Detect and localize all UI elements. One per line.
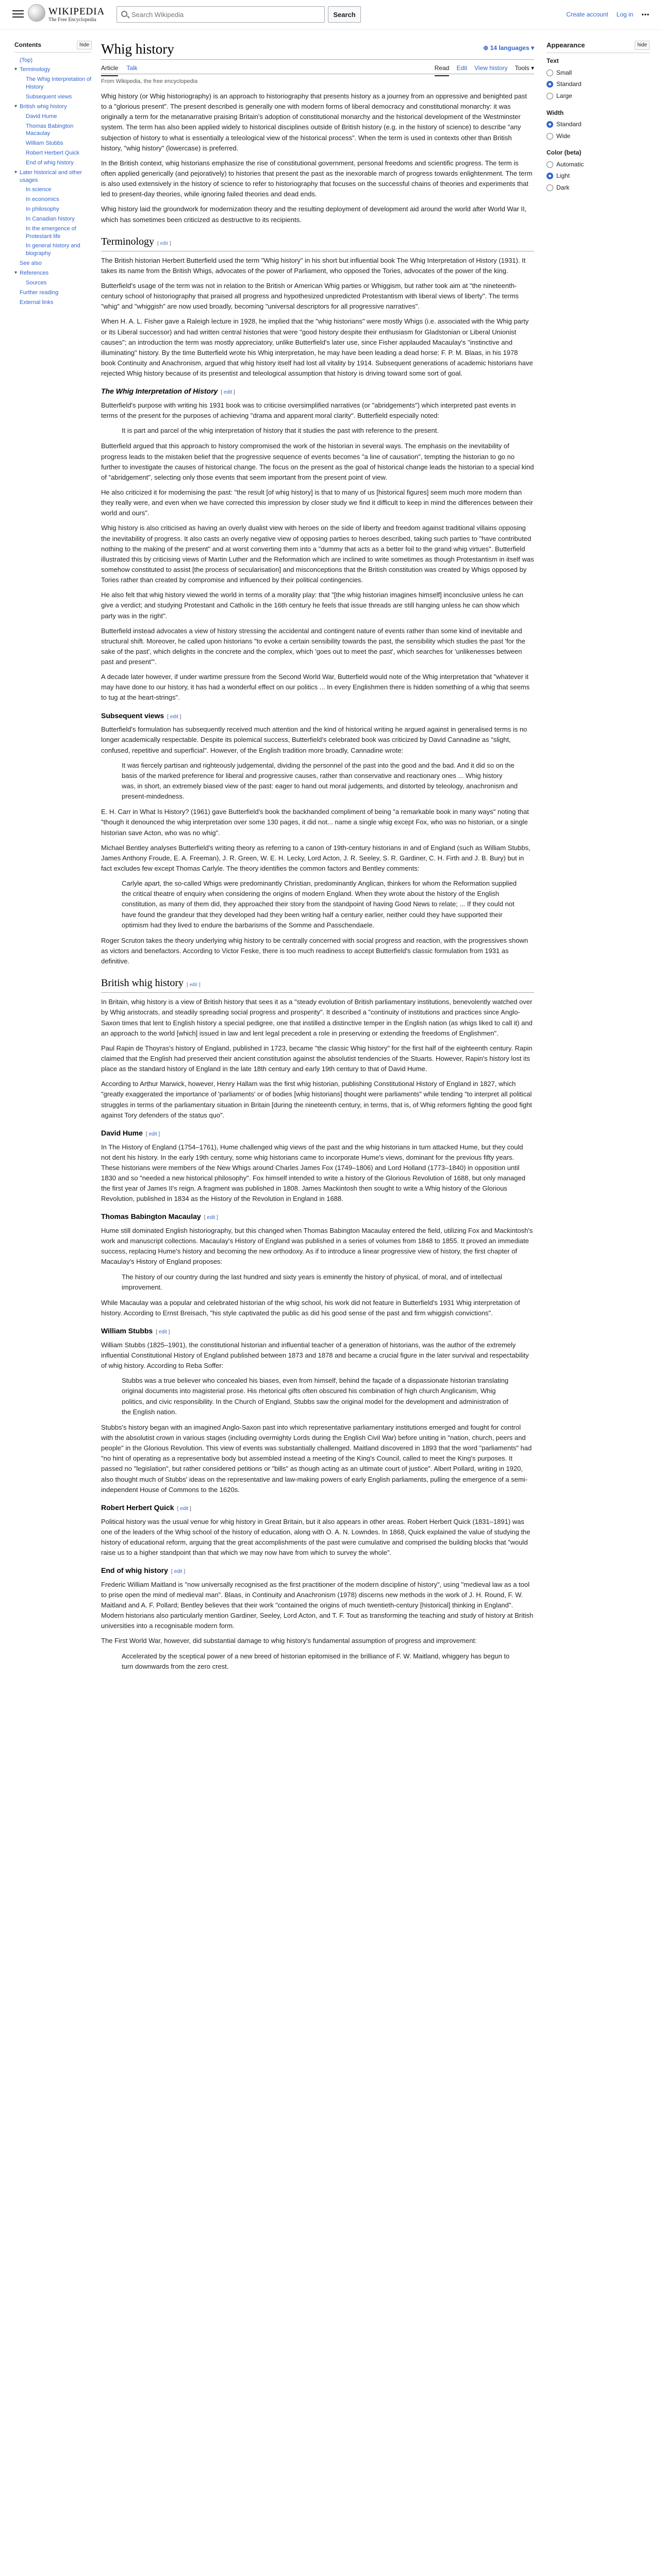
page-tabs (101, 60, 534, 74)
edit-link[interactable]: [ edit ] (221, 389, 235, 396)
edit-link-text[interactable]: edit (158, 1329, 167, 1335)
heading-macaulay (101, 1211, 534, 1223)
text-option[interactable] (547, 68, 650, 78)
paragraph: While Macaulay was a popular and celebrated historian of the whig school, his work did not feature in Butterfield's 1931 Whig interpretation of history. According to Ernst Breisach, "his style captivated the public as did his good sense of the past and firm whiggish convictions". (101, 1298, 520, 1317)
paragraph: In the British context, whig historians emphasize the rise of constitutional government, personal freedoms and scientific progress. The term is often applied generically (and pejoratively) to histories that present the past as the inexorable march of progress towards enlightenment. The term is also used extensively in the history of science to refer to historiography that focuses on the successful chains of theories and experiments that led to present-day theories, while ignoring failed theories and dead ends. (101, 159, 533, 198)
radio-button[interactable] (547, 161, 553, 168)
wikipedia-logo[interactable] (28, 4, 45, 22)
edit-link-text[interactable]: edit (223, 389, 233, 396)
toc-item[interactable]: Further reading (20, 289, 59, 296)
toc-item[interactable]: ▾ Later historical and other usages (14, 168, 92, 185)
quote-end: Accelerated by the sceptical power of a new breed of historian epitomised in the brilliance of F. W. Maitland, whiggery has begun to turn downwards from the zero crest. (122, 1652, 510, 1670)
paragraph: He also felt that whig history viewed the world in terms of a morality play: that "[the whig historian imagines himself] inconclusive unless he can give a verdict; and studying Protestant and Catholic in the 16th century he feels that issue threads are still hanging unless he can show which party was in the right". (101, 591, 523, 620)
logo-wordmark[interactable]: WIKIPEDIA (48, 6, 105, 17)
paragraph: Whig history is also criticised as having an overly dualist view with heroes on the side of liberty and freedom against traditional villains opposing the inevitability of progress. It also casts an overly negative view of opposing parties to heroes described, taking such parties to "have contributed nothing to the making of the present" and at worst converting them into a "dummy that acts as a better foil to the grand whig virtues". Butterfield illustrated this by criticising views of Martin Luther and the Reformation which are inclined to write sometimes as though Protestantism in itself was somehow constituted to assist [the process of secularisation] and misconceptions that the British constitution was created by Whigs opposed by Tories rather than created by compromise and influenced by their political contingencies. (101, 524, 534, 584)
radio-button[interactable] (547, 93, 553, 99)
appearance-hide-button[interactable]: hide (635, 41, 650, 50)
table-of-contents (14, 40, 92, 307)
edit-link-text[interactable]: edit (180, 1505, 189, 1512)
edit-link[interactable]: [ edit ] (187, 982, 201, 988)
personal-tools (566, 10, 650, 20)
edit-link[interactable]: [ edit ] (171, 1569, 186, 1575)
radio-label: Standard (556, 80, 582, 88)
tab-tools[interactable]: Tools ▾ (515, 64, 534, 72)
heading-terminology-text: Terminology (101, 235, 155, 247)
color-option[interactable] (547, 160, 650, 170)
article-main (101, 40, 534, 1677)
hume-body (101, 1142, 534, 1205)
width-options (547, 120, 650, 141)
search-button[interactable]: Search (328, 6, 361, 23)
paragraph: Butterfield's purpose with writing his 1931 book was to criticise oversimplified narratives (or "abridgements") which interpreted past events in terms of the present for the purposes of achieving "drama and apparent moral clarity". Butterfield especially noted: (101, 401, 516, 420)
paragraph: In The History of England (1754–1761), Hume challenged whig views of the past and the whig historians in turn attacked Hume, but they could not dent his history. In the early 19th century, some whig historians came to incorporate Hume's views, dominant for the previous fifty years. These historians were members of the New Whigs around Charles James Fox (1749–1806) and Lord Holland (1773–1840) in opposition until 1830 and so "needed a new historical philosophy". Fox himself intended to write a history of the Glorious Revolution of 1688, but only managed the first year of James II's reign. A fragment was published in 1808. James Mackintosh then sought to write a Whig history of the Glorious Revolution, published in 1834 as the History of the Revolution in England in 1688. (101, 1143, 525, 1203)
radio-label: Automatic (556, 160, 584, 168)
heading-end-text: End of whig history (101, 1566, 168, 1575)
more-options-icon[interactable]: ••• (641, 11, 650, 18)
heading-hume-text: David Hume (101, 1128, 143, 1137)
paragraph: William Stubbs (1825–1901), the constitutional historian and influential teacher of a generation of historians, was the author of the extremely influential Constitutional History of England published between 1873 and 1878 and became a crucial figure in the later survival and respectability of whig history. According to Reba Soffer: (101, 1341, 529, 1370)
text-option[interactable] (547, 79, 650, 89)
heading-whig-interpretation-text: The Whig Interpretation of History (101, 387, 218, 396)
color-option[interactable] (547, 183, 650, 193)
whig-interp-body-2 (101, 441, 534, 703)
paragraph: When H. A. L. Fisher gave a Raleigh lecture in 1928, he implied that the "whig historians" were mostly Whigs (i.e. associated with the Whig party or its Liberal successor) and had written central histories that were "good history despite their enthusiasm for Gladstonian or Liberal Unionist causes"; an introduction the term was mostly appreciatory, unlike Butterfield's later use, since Fisher applauded Macaulay's "instinctive and illuminating" history. By the time Butterfield wrote his Whig interpretation, he may have been leading a dead horse: F. P. M. Blaas, in his 1978 book Continuity and Anachronism, argued that whig history itself had lost all vitality by 1914. Subsequent generations of academic historians have rejected Whig history because of its presentist and teleological assumption that history is driving toward some sort of goal. (101, 317, 533, 378)
paragraph: Michael Bentley analyses Butterfield's writing theory as referring to a canon of 19th-century historians in and of England (such as William Stubbs, James Anthony Froude, E. A. Freeman), J. R. Green, W. E. H. Lecky, Lord Acton, J. R. Seeley, S. R. Gardiner, C. H. Firth and J. B. Bury) but in fact excludes few except Thomas Carlyle. The theory identifies the common factors and Bentley comments: (101, 843, 531, 872)
title-row (101, 40, 534, 60)
heading-end-of-whig-history (101, 1565, 534, 1577)
tab-article[interactable]: Article (101, 63, 118, 76)
heading-robert-herbert-quick (101, 1502, 534, 1514)
whig-interp-body (101, 400, 534, 421)
heading-david-hume (101, 1128, 534, 1139)
text-size-group (547, 56, 650, 100)
toc-item[interactable]: Robert Herbert Quick (26, 150, 79, 157)
quote-butterfield: It is part and parcel of the whig interpretation of history that it studies the past with reference to the present. (122, 427, 439, 435)
radio-button[interactable] (547, 121, 553, 128)
subsequent-body-3 (101, 936, 534, 967)
color-option[interactable] (547, 171, 650, 181)
toc-item[interactable]: (Top) (20, 57, 33, 63)
toc-item[interactable]: William Stubbs (26, 140, 63, 147)
macaulay-body-2 (101, 1298, 534, 1318)
edit-link[interactable]: [ edit ] (204, 1215, 218, 1221)
paragraph: In Britain, whig history is a view of British history that sees it as a "steady evolution of British parliamentary institutions, benevolently watched over by Whig aristocrats, and steadily spreading social progress and prosperity". It described a "continuity of institutions and practices since Anglo-Saxon times that lent to English history a special pedigree, one that instilled a distinctive temper in the English nation (as whigs liked to call it) and an approach to the world [which] issued in law and lent legal precedent a role in preserving or extending the freedoms of Englishmen". (101, 998, 533, 1037)
toc-item[interactable]: In science (26, 187, 52, 193)
radio-button[interactable] (547, 70, 553, 76)
heading-whig-interpretation (101, 386, 534, 397)
toc-item[interactable]: In philosophy (26, 206, 59, 213)
search-icon (121, 11, 127, 17)
toc-list (14, 56, 92, 308)
create-account-link[interactable]: Create account (566, 11, 608, 18)
quote-macaulay: The history of our country during the last hundred and sixty years is eminently the history of physical, of moral, and of intellectual improvement. (122, 1273, 502, 1291)
edit-link[interactable]: [ edit ] (177, 1505, 191, 1512)
appearance-title: Appearance (547, 41, 585, 49)
toc-item[interactable]: ▾ References (14, 268, 92, 278)
heading-subsequent-views (101, 710, 534, 722)
terminology-body (101, 256, 534, 379)
text-size-options (547, 68, 650, 101)
edit-link-text[interactable]: edit (148, 1131, 157, 1137)
paragraph: Butterfield instead advocates a view of history stressing the accidental and contingent nature of events rather than some kind of inevitable and structural shift. Moreover, he called upon historians "to evoke a certain sensibility towards the past, the sensibility which studies the past 'for the sake of the past', which delights in the concrete and the complex, which 'goes out to meet the past', which searches for 'unlikenesses between past and present'". (101, 626, 525, 666)
edit-link[interactable]: [ edit ] (145, 1131, 160, 1137)
paragraph: A decade later however, if under wartime pressure from the Second World War, Butterfield would note of the Whig interpretation that "whatever it may have done to our history, it has had a wonderful effect on our politics ... In every Englishmen there is hidden something of a whig that seems to tug at the heart-strings". (101, 673, 530, 702)
heading-british-whig-history (101, 976, 534, 993)
radio-label: Standard (556, 121, 582, 128)
article-body (101, 91, 534, 1672)
subsequent-body (101, 724, 534, 755)
radio-label: Wide (556, 132, 571, 140)
paragraph: The First World War, however, did substantial damage to whig history's fundamental assumption of progress and improvement: (101, 1637, 477, 1645)
paragraph: Roger Scruton takes the theory underlying whig history to be centrally concerned with social progress and reaction, with the progressives shown as victors and benefactors. According to Victor Feske, there is too much readiness to accept Butterfield's classic formulation from 1931 as definitive. (101, 936, 528, 965)
edit-link-text[interactable]: edit (160, 240, 168, 246)
stubbs-body (101, 1340, 534, 1371)
language-count[interactable]: 14 languages (490, 44, 529, 52)
subsequent-body-2 (101, 807, 534, 874)
paragraph: E. H. Carr in What Is History? (1961) gave Butterfield's book the backhanded compliment of being "a remarkable book in many ways" noting that "though it denounced the whig interpretation over some 130 pages, it did not... name a single whig except Fox, who was no historian, or a single historian save Acton, who was no whig". (101, 808, 529, 837)
main-menu-icon[interactable] (12, 8, 24, 20)
heading-macaulay-text: Thomas Babington Macaulay (101, 1212, 201, 1221)
paragraph: The British historian Herbert Butterfield used the term "Whig history" in his short but influential book The Whig Interpretation of History (1931). It takes its name from the British Whigs, advocates of the power of Parliament, who opposed the Tories, advocates of the power of the king. (101, 256, 526, 275)
toc-item[interactable]: In economics (26, 196, 59, 203)
edit-link-text[interactable]: edit (189, 982, 197, 988)
radio-label: Light (556, 172, 570, 180)
quote-soffer: Stubbs was a true believer who concealed his biases, even from himself, behind the façade of a dispassionate historian translating original documents into magisterial prose. His rhetorical gifts often obscured his combination of high church Anglicanism, Whig politics, and civic responsibility. In the Church of England, Stubbs saw the original model for the development and administration of the English nation. (122, 1377, 509, 1416)
edit-link[interactable]: [ edit ] (157, 240, 171, 246)
toc-item[interactable]: Thomas Babington Macaulay (26, 123, 74, 137)
quote-cannadine: It was fiercely partisan and righteously judgemental, dividing the personnel of the past into the good and the bad. And it did so on the basis of the marked preference for liberal and progressive causes, rather than conservative and reactionary ones ... Whig history was, in short, an extremely biased view of the past: eager to hand out moral judgements, and distorted by teleology, anachronism and present-mindedness. (122, 761, 518, 801)
heading-subsequent-views-text: Subsequent views (101, 711, 164, 720)
heading-british-text: British whig history (101, 977, 184, 989)
toc-item[interactable]: In general history and biography (26, 243, 80, 257)
toc-title: Contents (14, 41, 41, 48)
toc-item[interactable]: See also (20, 260, 42, 267)
heading-stubbs-text: William Stubbs (101, 1327, 153, 1335)
paragraph: Political history was the usual venue for whig history in Great Britain, but it also appears in other areas. Robert Herbert Quick (1831–1891) was one of the leaders of the Whig school of the history of education, along with O. A. N. Lowndes. In 1868, Quick explained the value of studying the history of educational reform, arguing that the great accomplishments of the past were cumulative and comprised the building blocks that "would raise us to a higher standpoint than that which we may now have from which to survey the whole". (101, 1517, 531, 1556)
toc-item[interactable]: Sources (26, 279, 47, 286)
search-box[interactable] (117, 6, 325, 23)
paragraph: Butterfield's usage of the term was not in relation to the British or American Whig parties or Whiggism, but rather took aim at "the nineteenth-century school of historiography that praised all progress and hypothesized unpredicted Protestantism with liberal views of liberty". The terms "whig" and "whiggish" are now used broadly, becoming "universal descriptors for all progressive narratives". (101, 282, 519, 311)
paragraph: According to Arthur Marwick, however, Henry Hallam was the first whig historian, publishing Constitutional History of England in 1827, which "greatly exaggerated the importance of 'parliaments' or of bodies [whig historians] thought were parliaments" while tending "to interpret all political struggles in terms of the parliamentary situation in Britain [during the nineteenth century, in terms, that is, of Whig reformers fighting the good fight against Tory defenders of the status quo". (101, 1080, 532, 1119)
radio-label: Dark (556, 184, 570, 192)
edit-link[interactable]: [ edit ] (167, 714, 181, 720)
edit-link-text[interactable]: edit (207, 1215, 216, 1221)
toc-item[interactable]: David Hume (26, 113, 57, 120)
paragraph: Hume still dominated English historiography, but this changed when Thomas Babington Macaulay entered the field, utilizing Fox and Mackintosh's work and manuscript collections. Macaulay's History of England was published in a series of volumes from 1848 to 1855. It proved an immediate success, replacing Hume's history and becoming the new orthodoxy. As if to introduce a linear progressive view of history, the first chapter of Macaulay's History of England proposes: (101, 1227, 533, 1266)
british-body (101, 997, 534, 1121)
toc-item[interactable]: In the emergence of Protestant life (26, 225, 76, 240)
paragraph: Butterfield argued that this approach to history compromised the work of the historian in several ways. The emphasis on the inevitability of progress leads to the mistaken belief that the progressive sequence of events becomes "a line of causation", tempting the historian to go no further to investigate the causes of historical change. The focus on the present as the goal of historical change leads the historian to a special kind of "abridgement", selecting only those events that seem important from the present point of view. (101, 442, 534, 481)
text-size-label: Text (547, 57, 559, 65)
appearance-panel (547, 40, 650, 200)
log-in-link[interactable]: Log in (616, 11, 634, 18)
macaulay-body (101, 1226, 534, 1267)
toc-item[interactable]: Subsequent views (26, 93, 72, 100)
heading-william-stubbs (101, 1326, 534, 1337)
quick-body (101, 1517, 534, 1558)
toc-item[interactable]: ▾ British whig history (14, 102, 92, 112)
toc-item[interactable]: The Whig Interpretation of History (26, 76, 92, 91)
toc-item[interactable]: End of whig history (26, 159, 74, 166)
language-button[interactable]: ⊕ 14 languages ▾ (483, 44, 534, 52)
width-option[interactable] (547, 120, 650, 129)
page-title: Whig history (101, 41, 174, 57)
search-input[interactable] (131, 9, 317, 20)
text-option[interactable] (547, 91, 650, 101)
tab-read[interactable]: Read (435, 63, 450, 76)
appearance-header (547, 40, 650, 53)
quote-bentley: Carlyle apart, the so-called Whigs were predominantly Christian, predominantly Anglican, thinkers for whom the Reformation supplied the critical theatre of enquiry when considering the origins of modern England. When they wrote about the history of the English constitution, as many of them did, they approached their story from the standpoint of having Good News to relate; ... If they could not have found the grandeur that they developed had they been writing half a century earlier, neither could they have supported their optimism had they lived to endure the barbarisms of the Somme and Passchendaele. (122, 879, 517, 929)
intro-section (101, 91, 534, 225)
color-options (547, 160, 650, 193)
paragraph: Whig history (or Whig historiography) is an approach to historiography that presents history as a journey from an oppressive and benighted past to a "glorious present". The present described is generally one with modern forms of liberal democracy and constitutional monarchy: it was originally a term for the metanarrative praising Britain's adoption of constitutional monarchy and the historical development of the Westminster system. The term has also been applied widely to historical disciplines outside of British history (e.g. in the history of science) to describe "any subjection of history to what is essentially a teleological view of the historical process". When the term is used in contexts other than British history, "whig history" (lowercase) is preferred. (101, 92, 527, 152)
toc-item[interactable]: ▾ Terminology (14, 65, 92, 75)
radio-button[interactable] (547, 133, 553, 140)
tools-label[interactable]: Tools (515, 64, 529, 72)
paragraph: Stubbs's history began with an imagined Anglo-Saxon past into which representative parliamentary institutions emerged and fought for control with the absolutist crown in various stages (including overmighty Lords during the English Civil War) before uniting in "nation, church, peers and people" in the Glorious Revolution. This view of events was substantially challenged. Maitland discovered in 1893 that the word "parliaments" had "no hint of operating as a representative body but assembled instead a meeting of the King's Council, called to meet the King's purposes. It passed no "legislation", but rather considered petitions or "bills" as though acting as an ultimate court of justice". Albert Pollard, writing in 1920, also thought much of Stubbs' ideas on the representative and law-making powers of early English parliaments, pulling the emergence of a semi-independent House of Commons to the 1620s. (101, 1423, 532, 1494)
radio-button[interactable] (547, 81, 553, 88)
logo-tagline: The Free Encyclopedia (48, 17, 96, 23)
toc-item[interactable]: In Canadian history (26, 215, 75, 222)
radio-label: Small (556, 69, 572, 76)
edit-link-text[interactable]: edit (174, 1569, 183, 1575)
tab-edit[interactable]: Edit (456, 64, 468, 72)
site-header (0, 0, 662, 30)
toc-header (14, 40, 92, 53)
paragraph: Frederic William Maitland is "now universally recognised as the first practitioner of the modern discipline of history", using "medieval law as a tool to prise open the mind of medieval man". Blaas, in Continuity and Anachronism (1978) discerns new methods in the work of J. H. Round, F. W. Maitland and A. F. Pollard; Bentley believes that their work "contained the origins of much twentieth-century [historical] thinking in England". Modern historians also particularly mention Gardiner, Seeley, Lord Acton, and T. F. Tout as transforming the teaching and study of history at British universities into a recognisable modern form. (101, 1580, 534, 1630)
edit-link[interactable]: [ edit ] (156, 1329, 170, 1335)
width-option[interactable] (547, 131, 650, 141)
color-group (547, 148, 650, 192)
radio-label: Large (556, 92, 572, 99)
article-source-note: From Wikipedia, the free encyclopedia (101, 78, 198, 84)
width-label: Width (547, 109, 564, 116)
stubbs-body-2 (101, 1422, 534, 1495)
toc-item[interactable]: External links (20, 299, 54, 306)
paragraph: He also criticized it for modernising the past: "the result [of whig history] is that to many of us [historical figures] seem much more modern than they really were, and even when we have corrected this impression by closer study we find it difficult to keep in mind the differences between their world and ours". (101, 488, 533, 517)
heading-quick-text: Robert Herbert Quick (101, 1503, 174, 1512)
paragraph: Butterfield's formulation has subsequently received much attention and the kind of historical writing he argued against in generalised terms is no longer academically respectable. Despite its polemical success, Butterfield's celebrated book was criticized by David Cannadine as "slight, confused, repetitive and superficial". However, of the English tradition more broadly, Cannadine wrote: (101, 725, 527, 754)
edit-link-text[interactable]: edit (170, 714, 178, 720)
heading-terminology (101, 234, 534, 251)
paragraph: Paul Rapin de Thoyras's history of England, published in 1723, became "the classic Whig history" for the first half of the eighteenth century. Rapin claimed that the English had preserved their ancient constitution against the absolutist tendencies of the Stuarts. However, Rapin's history lost its place as the standard history of England in the late 18th century and early 19th century to that of David Hume. (101, 1044, 533, 1073)
toc-hide-button[interactable]: hide (77, 41, 92, 50)
tab-view-history[interactable]: View history (474, 64, 508, 72)
tab-talk[interactable]: Talk (126, 64, 138, 72)
radio-button[interactable] (547, 184, 553, 191)
width-group (547, 108, 650, 141)
paragraph: Whig history laid the groundwork for modernization theory and the resulting deployment of development aid around the world after World War II, which has sometimes been criticized as destructive to its recipients. (101, 205, 527, 224)
radio-button[interactable] (547, 173, 553, 179)
end-body (101, 1580, 534, 1647)
color-label: Color (beta) (547, 149, 582, 157)
